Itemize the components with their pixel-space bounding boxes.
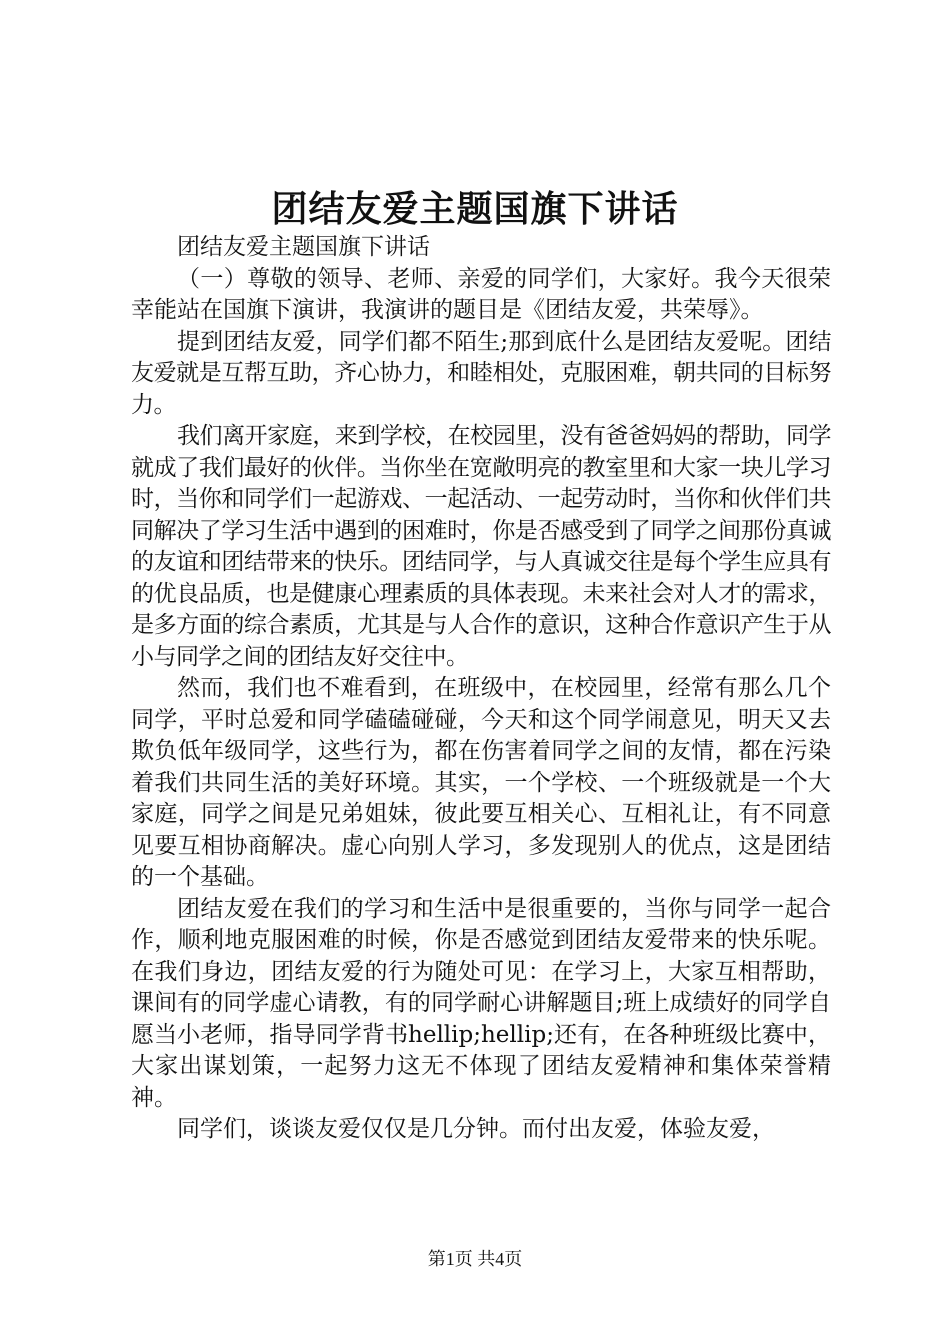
paragraph-closing: 同学们，谈谈友爱仅仅是几分钟。而付出友爱，体验友爱，: [177, 1116, 775, 1142]
paragraph-examples: 团结友爱在我们的学习和生活中是很重要的，当你与同学一起合作，顺利地克服困难的时候，你是否感觉到团结友爱带来的快乐呢。在我们身边，团结友爱的行为随处可见：在学习上，大家互相帮助，课间有的同学虚心请教，有的同学耐心讲解题目;班上成绩好的同学自愿当小老师，指导同学背书hellip;hellip;还有，在各种班级比赛中，大家出谋划策，一起努力这无不体现了团结友爱精神和集体荣誉精神。: [131, 895, 831, 1111]
document-body: [131, 232, 831, 1146]
paragraph-problems: 然而，我们也不难看到，在班级中，在校园里，经常有那么几个同学，平时总爱和同学磕磕碰碰，今天和这个同学闹意见，明天又去欺负低年级同学，这些行为，都在伤害着同学之间的友情，都在污染着我们共同生活的美好环境。其实，一个学校、一个班级就是一个大家庭，同学之间是兄弟姐妹，彼此要互相关心、互相礼让，有不同意见要互相协商解决。虚心向别人学习，多发现别人的优点，这是团结的一个基础。: [131, 675, 831, 890]
paragraph-school-life: 我们离开家庭，来到学校，在校园里，没有爸爸妈妈的帮助，同学就成了我们最好的伙伴。当你坐在宽敞明亮的教室里和大家一块儿学习时，当你和同学们一起游戏、一起活动、一起劳动时，当你和伙伴们共同解决了学习生活中遇到的困难时，你是否感受到了同学之间那份真诚的友谊和团结带来的快乐。团结同学，与人真诚交往是每个学生应具有的优良品质，也是健康心理素质的具体表现。未来社会对人才的需求，是多方面的综合素质，尤其是与人合作的意识，这种合作意识产生于从小与同学之间的团结友好交往中。: [131, 423, 831, 670]
paragraph-subtitle: 团结友爱主题国旗下讲话: [177, 234, 430, 260]
paragraph-definition: 提到团结友爱，同学们都不陌生;那到底什么是团结友爱呢。团结友爱就是互帮互助，齐心协力，和睦相处，克服困难，朝共同的目标努力。: [131, 328, 831, 418]
document-title: 团结友爱主题国旗下讲话: [271, 188, 679, 230]
paragraph-greeting: （一）尊敬的领导、老师、亲爱的同学们，大家好。我今天很荣幸能站在国旗下演讲，我演讲的题目是《团结友爱，共荣辱》。: [131, 265, 831, 323]
page-number-footer: 第1页 共4页: [427, 1249, 523, 1269]
